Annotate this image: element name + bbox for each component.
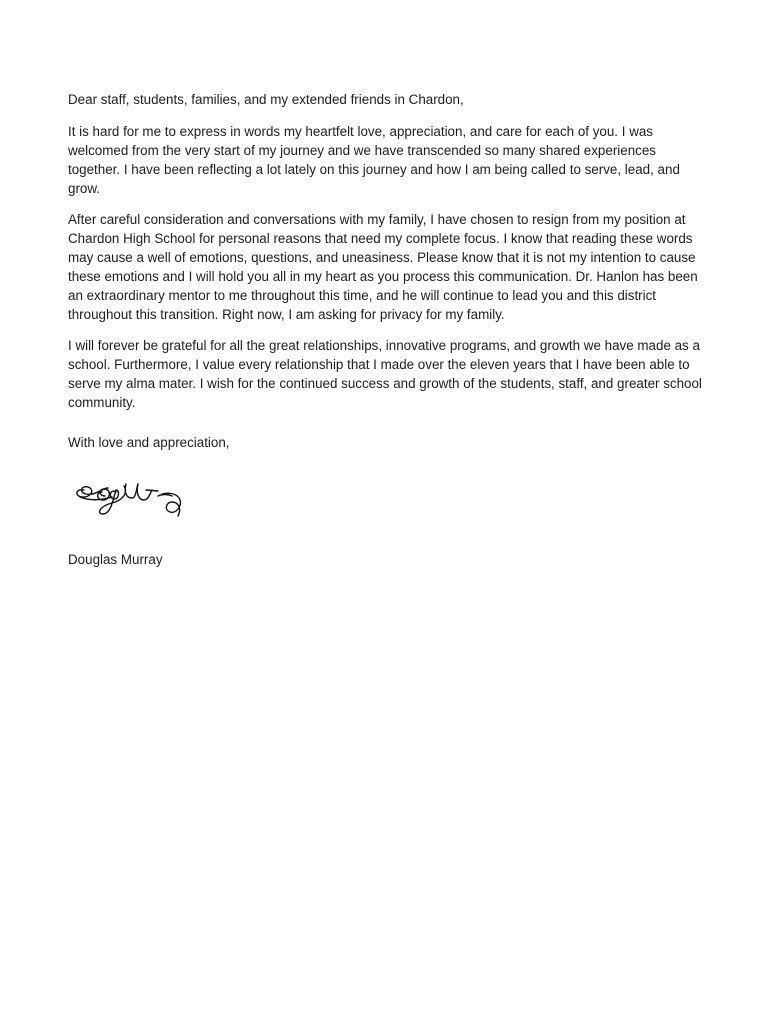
signer-name: Douglas Murray — [68, 552, 163, 567]
closing: With love and appreciation, — [68, 435, 230, 450]
paragraph-3: I will forever be grateful for all the great relationships, innovative programs, and growth we have made as a school. Furthermore, I value every relationship that I made over the eleven years that I have been able to serve my alma mater. I wish for the continued success and growth of the students, staff, and greater school community. — [68, 338, 702, 410]
handwritten-signature — [72, 470, 196, 522]
paragraph-2: After careful consideration and conversations with my family, I have chosen to resign from my position at Chardon High School for personal reasons that need my complete focus. I know that reading these words may cause a well of emotions, questions, and uneasiness. Please know that it is not my intention to cause these emotions and I will hold you all in my heart as you process this communication. Dr. Hanlon has been an extraordinary mentor to me throughout this time, and he will continue to lead you and this district throughout this transition. Right now, I am asking for privacy for my family. — [68, 212, 698, 322]
salutation: Dear staff, students, families, and my extended friends in Chardon, — [68, 92, 464, 107]
paragraph-1: It is hard for me to express in words my heartfelt love, appreciation, and care for each of you. I was welcomed from the very start of my journey and we have transcended so many shared experiences together. I have been reflecting a lot lately on this journey and how I am being called to serve, lead, and grow. — [68, 124, 680, 196]
letter-page — [68, 90, 708, 581]
